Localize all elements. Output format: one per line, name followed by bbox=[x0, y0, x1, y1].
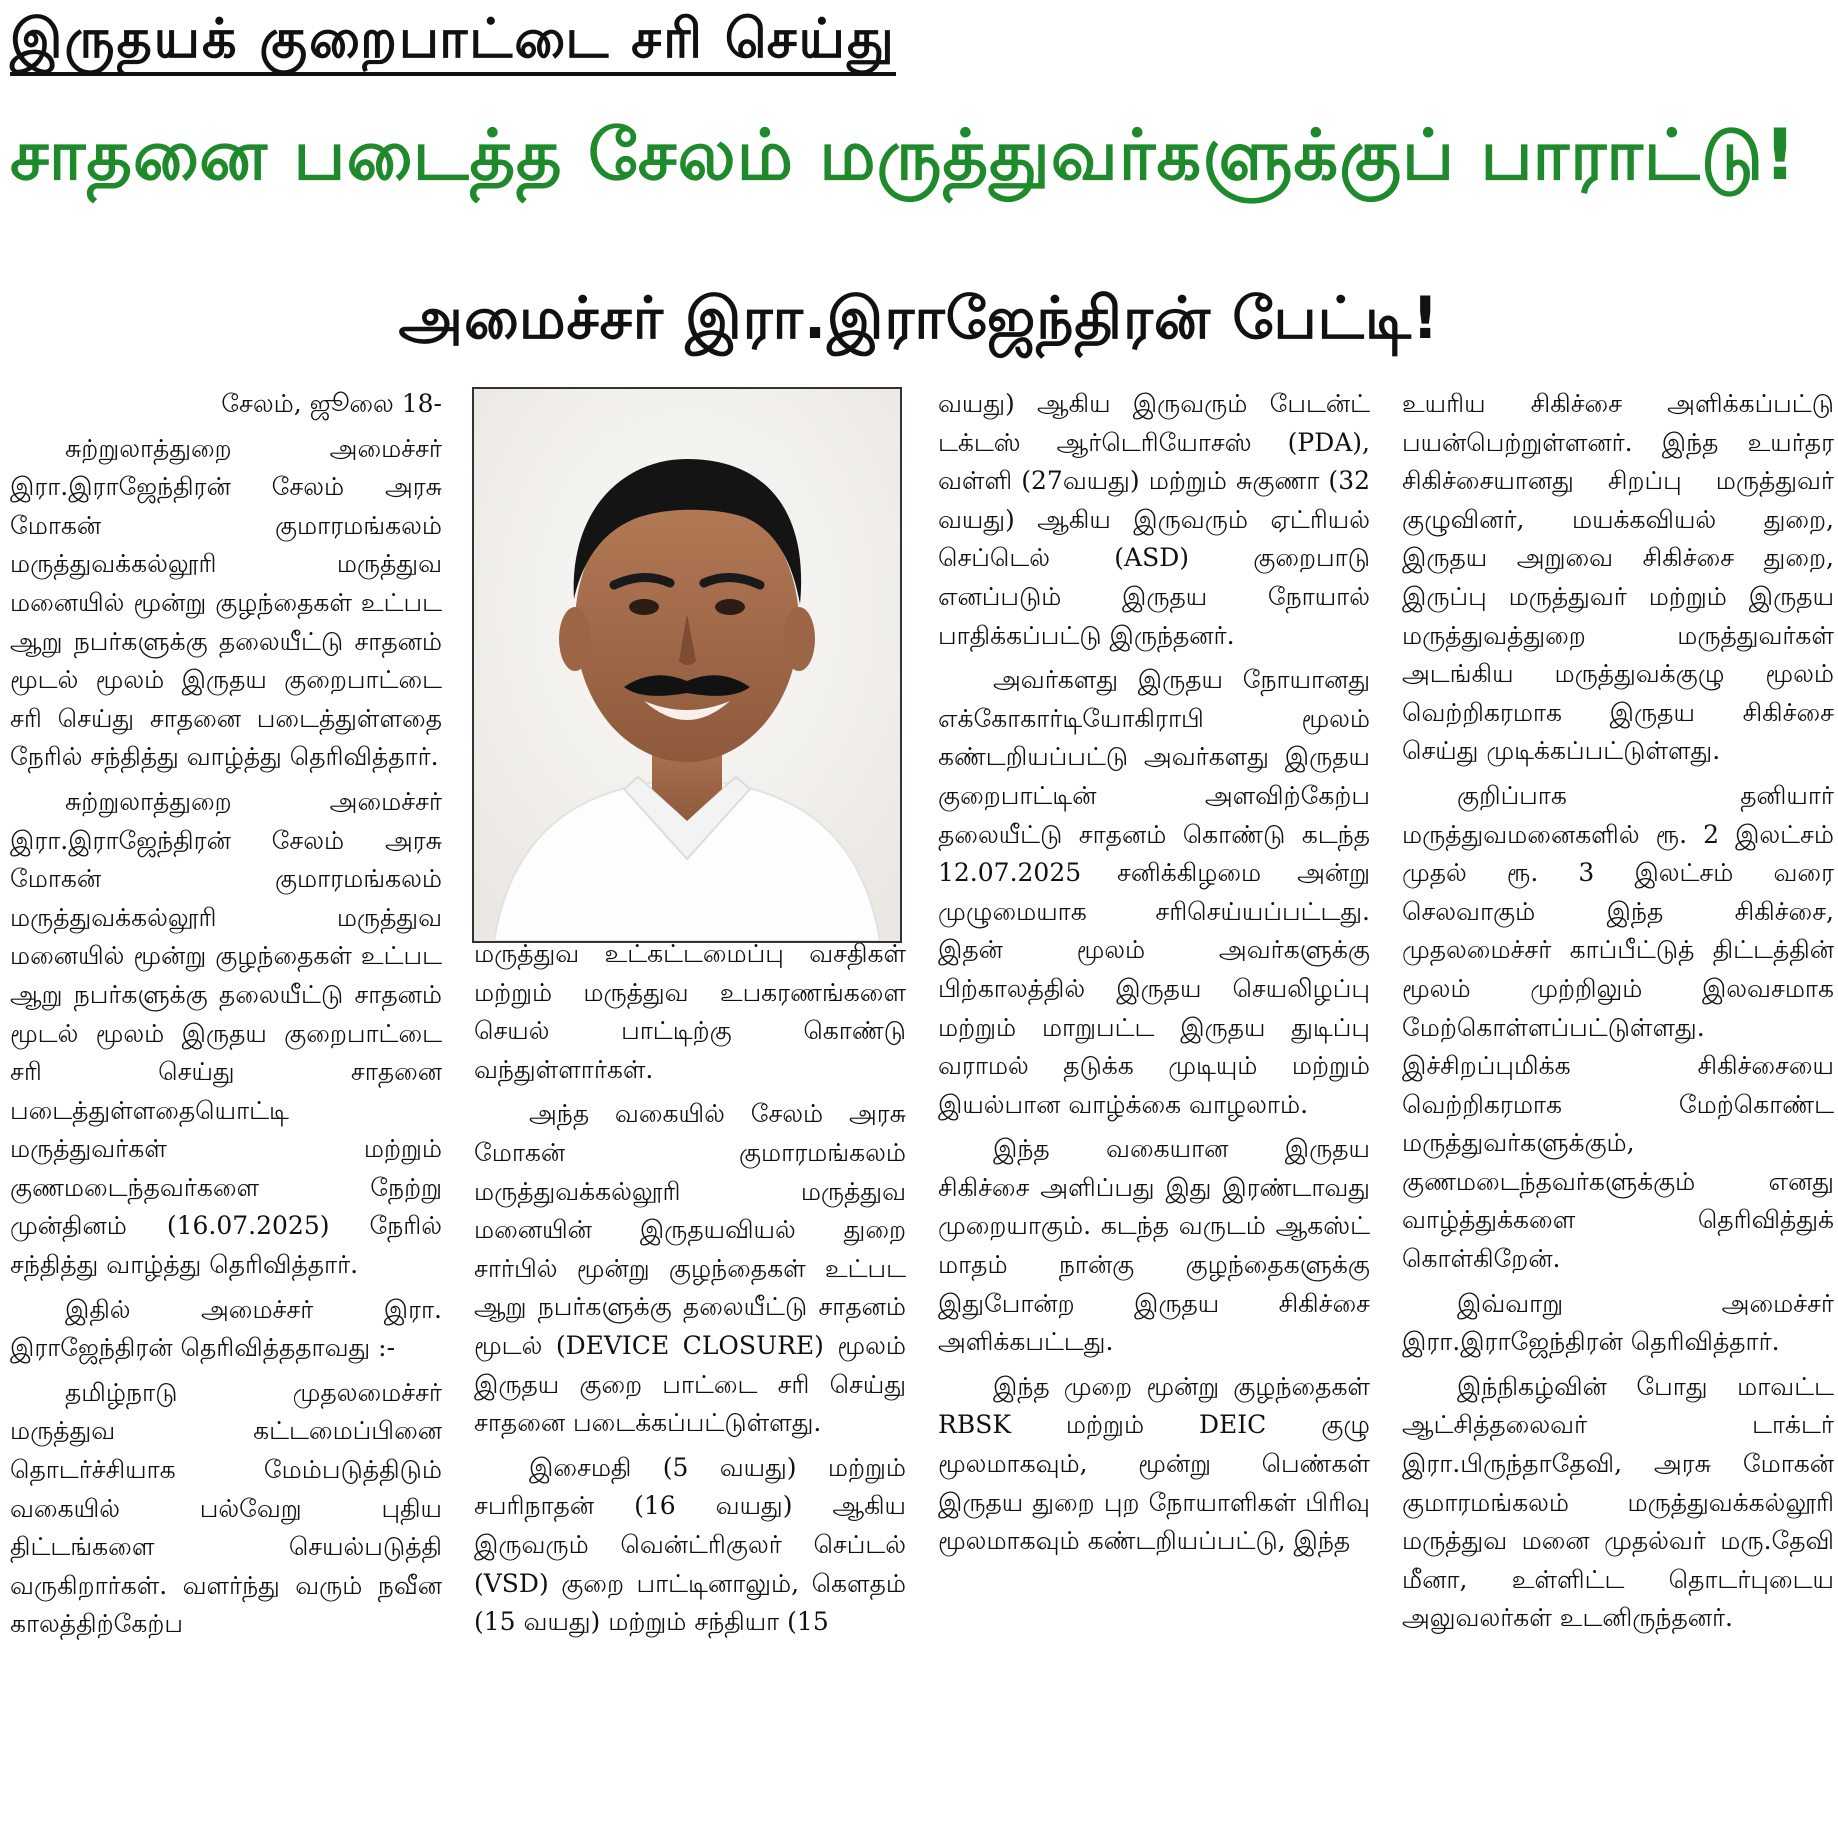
article-column-3 bbox=[938, 385, 1370, 1826]
article-paragraph: இசைமதி (5 வயது) மற்றும் சபரிநாதன் (16 வயது) ஆகிய இருவரும் வென்ட்ரிகுலர் செப்டல் (VSD) குறை பாட்டினாலும், கௌதம் (15 வயது) மற்றும் சந்தியா (15 bbox=[474, 1452, 906, 1637]
article-column-4 bbox=[1402, 385, 1834, 1826]
article-paragraph: இந்த முறை மூன்று குழந்தைகள் RBSK மற்றும் DEIC குழு மூலமாகவும், மூன்று பெண்கள் இருதய துறை புற நோயாளிகள் பிரிவு மூலமாகவும் கண்டறியப்பட்டு, இந்த bbox=[938, 1371, 1370, 1556]
minister-photo bbox=[472, 387, 902, 943]
portrait-illustration bbox=[474, 389, 900, 941]
article-paragraph: வயது) ஆகிய இருவரும் பேடன்ட் டக்டஸ் ஆர்டெரியோசஸ் (PDA), வள்ளி (27வயது) மற்றும் சுகுணா (32 வயது) ஆகிய இருவரும் ஏட்ரியல் செப்டெல் (ASD) குறைபாடு எனப்படும் இருதய நோயால் பாதிக்கப்பட்டு இருந்தனர். bbox=[938, 389, 1370, 650]
article-paragraph: சுற்றுலாத்துறை அமைச்சர் இரா.இராஜேந்திரன் சேலம் அரசு மோகன் குமாரமங்கலம் மருத்துவக்கல்லூரி மருத்துவ மனையில் மூன்று குழந்தைகள் உட்பட ஆறு நபர்களுக்கு தலையீட்டு சாதனம் மூடல் மூலம் இருதய குறைபாட்டை சரி செய்து சாதனை படைத்துள்ளதை நேரில் சந்தித்து வாழ்த்து தெரிவித்தார். bbox=[10, 433, 442, 772]
article-paragraph: சுற்றுலாத்துறை அமைச்சர் இரா.இராஜேந்திரன் சேலம் அரசு மோகன் குமாரமங்கலம் மருத்துவக்கல்லூரி மருத்துவ மனையில் மூன்று குழந்தைகள் உட்பட ஆறு நபர்களுக்கு தலையீட்டு சாதனம் மூடல் மூலம் இருதய குறைபாட்டை சரி செய்து சாதனை படைத்துள்ளதையொட்டி மருத்துவர்கள் மற்றும் குணமடைந்தவர்களை நேற்று முன்தினம் (16.07.2025) நேரில் சந்தித்து வாழ்த்து தெரிவித்தார். bbox=[10, 786, 442, 1280]
article-paragraph: இதில் அமைச்சர் இரா. இராஜேந்திரன் தெரிவித்ததாவது :- bbox=[10, 1294, 442, 1363]
article-paragraph: மருத்துவ உட்கட்டமைப்பு வசதிகள் மற்றும் மருத்துவ உபகரணங்களை செயல் பாட்டிற்கு கொண்டு வந்துள்ளார்கள். bbox=[474, 939, 906, 1084]
article-paragraph: இவ்வாறு அமைச்சர் இரா.இராஜேந்திரன் தெரிவித்தார். bbox=[1402, 1288, 1834, 1357]
article-paragraph: அந்த வகையில் சேலம் அரசு மோகன் குமாரமங்கலம் மருத்துவக்கல்லூரி மருத்துவ மனையின் இருதயவியல் துறை சார்பில் மூன்று குழந்தைகள் உட்பட ஆறு நபர்களுக்கு தலையீட்டு சாதனம் மூடல் (DEVICE CLOSURE) மூலம் இருதய குறை பாட்டை சரி செய்து சாதனை படைக்கப்பட்டுள்ளது. bbox=[474, 1099, 906, 1438]
kicker-heading: இருதயக் குறைபாட்டை சரி செய்து bbox=[10, 8, 896, 76]
article-paragraph: குறிப்பாக தனியார் மருத்துவமனைகளில் ரூ. 2 இலட்சம் முதல் ரூ. 3 இலட்சம் வரை செலவாகும் இந்த சிகிச்சை, முதலமைச்சர் காப்பீட்டுத் திட்டத்தின் மூலம் முற்றிலும் இலவசமாக மேற்கொள்ளப்பட்டுள்ளது. இச்சிறப்புமிக்க சிகிச்சையை வெற்றிகரமாக மேற்கொண்ட மருத்துவர்களுக்கும், குணமடைந்தவர்களுக்கும் எனது வாழ்த்துக்களை தெரிவித்துக் கொள்கிறேன். bbox=[1402, 780, 1834, 1274]
article-paragraph: இந்த வகையான இருதய சிகிச்சை அளிப்பது இது இரண்டாவது முறையாகும். கடந்த வருடம் ஆகஸ்ட் மாதம் நான்கு குழந்தைகளுக்கு இதுபோன்ற இருதய சிகிச்சை அளிக்கபட்டது. bbox=[938, 1134, 1370, 1357]
article-paragraph: தமிழ்நாடு முதலமைச்சர் மருத்துவ கட்டமைப்பினை தொடர்ச்சியாக மேம்படுத்திடும் வகையில் பல்வேறு புதிய திட்டங்களை செயல்படுத்தி வருகிறார்கள். வளர்ந்து வரும் நவீன காலத்திற்கேற்ப bbox=[10, 1377, 442, 1639]
article-column-2 bbox=[474, 935, 906, 1826]
article-paragraph: இந்நிகழ்வின் போது மாவட்ட ஆட்சித்தலைவர் டாக்டர் இரா.பிருந்தாதேவி, அரசு மோகன் குமாரமங்கலம் மருத்துவக்கல்லூரி மருத்துவ மனை முதல்வர் மரு.தேவி மீனா, உள்ளிட்ட தொடர்புடைய அலுவலர்கள் உடனிருந்தனர். bbox=[1402, 1371, 1834, 1633]
dateline: சேலம், ஜூலை 18- bbox=[221, 389, 442, 418]
article-paragraph: அவர்களது இருதய நோயானது எக்கோகார்டியோகிராபி மூலம் கண்டறியப்பட்டு அவர்களது இருதய குறைபாட்டின் அளவிற்கேற்ப தலையீட்டு சாதனம் கொண்டு கடந்த 12.07.2025 சனிக்கிழமை அன்று முழுமையாக சரிசெய்யப்பட்டது. இதன் மூலம் அவர்களுக்கு பிற்காலத்தில் இருதய செயலிழப்பு மற்றும் மாறுபட்ட இருதய துடிப்பு வராமல் தடுக்க முடியும் மற்றும் இயல்பான வாழ்க்கை வாழலாம். bbox=[938, 665, 1370, 1119]
article-column-1 bbox=[10, 385, 442, 1826]
sub-headline: அமைச்சர் இரா.இராஜேந்திரன் பேட்டி! bbox=[398, 284, 1440, 352]
article-paragraph: உயரிய சிகிச்சை அளிக்கப்பட்டு பயன்பெற்றுள்ளனர். இந்த உயர்தர சிகிச்சையானது சிறப்பு மருத்துவர் குழுவினர், மயக்கவியல் துறை, இருதய அறுவை சிகிச்சை துறை, இருப்பு மருத்துவர் மற்றும் இருதய மருத்துவத்துறை மருத்துவர்கள் அடங்கிய மருத்துவக்குழு மூலம் வெற்றிகரமாக இருதய சிகிச்சை செய்து முடிக்கப்பட்டுள்ளது. bbox=[1402, 389, 1834, 766]
main-headline: சாதனை படைத்த சேலம் மருத்துவர்களுக்குப் பாராட்டு! bbox=[10, 114, 1797, 196]
